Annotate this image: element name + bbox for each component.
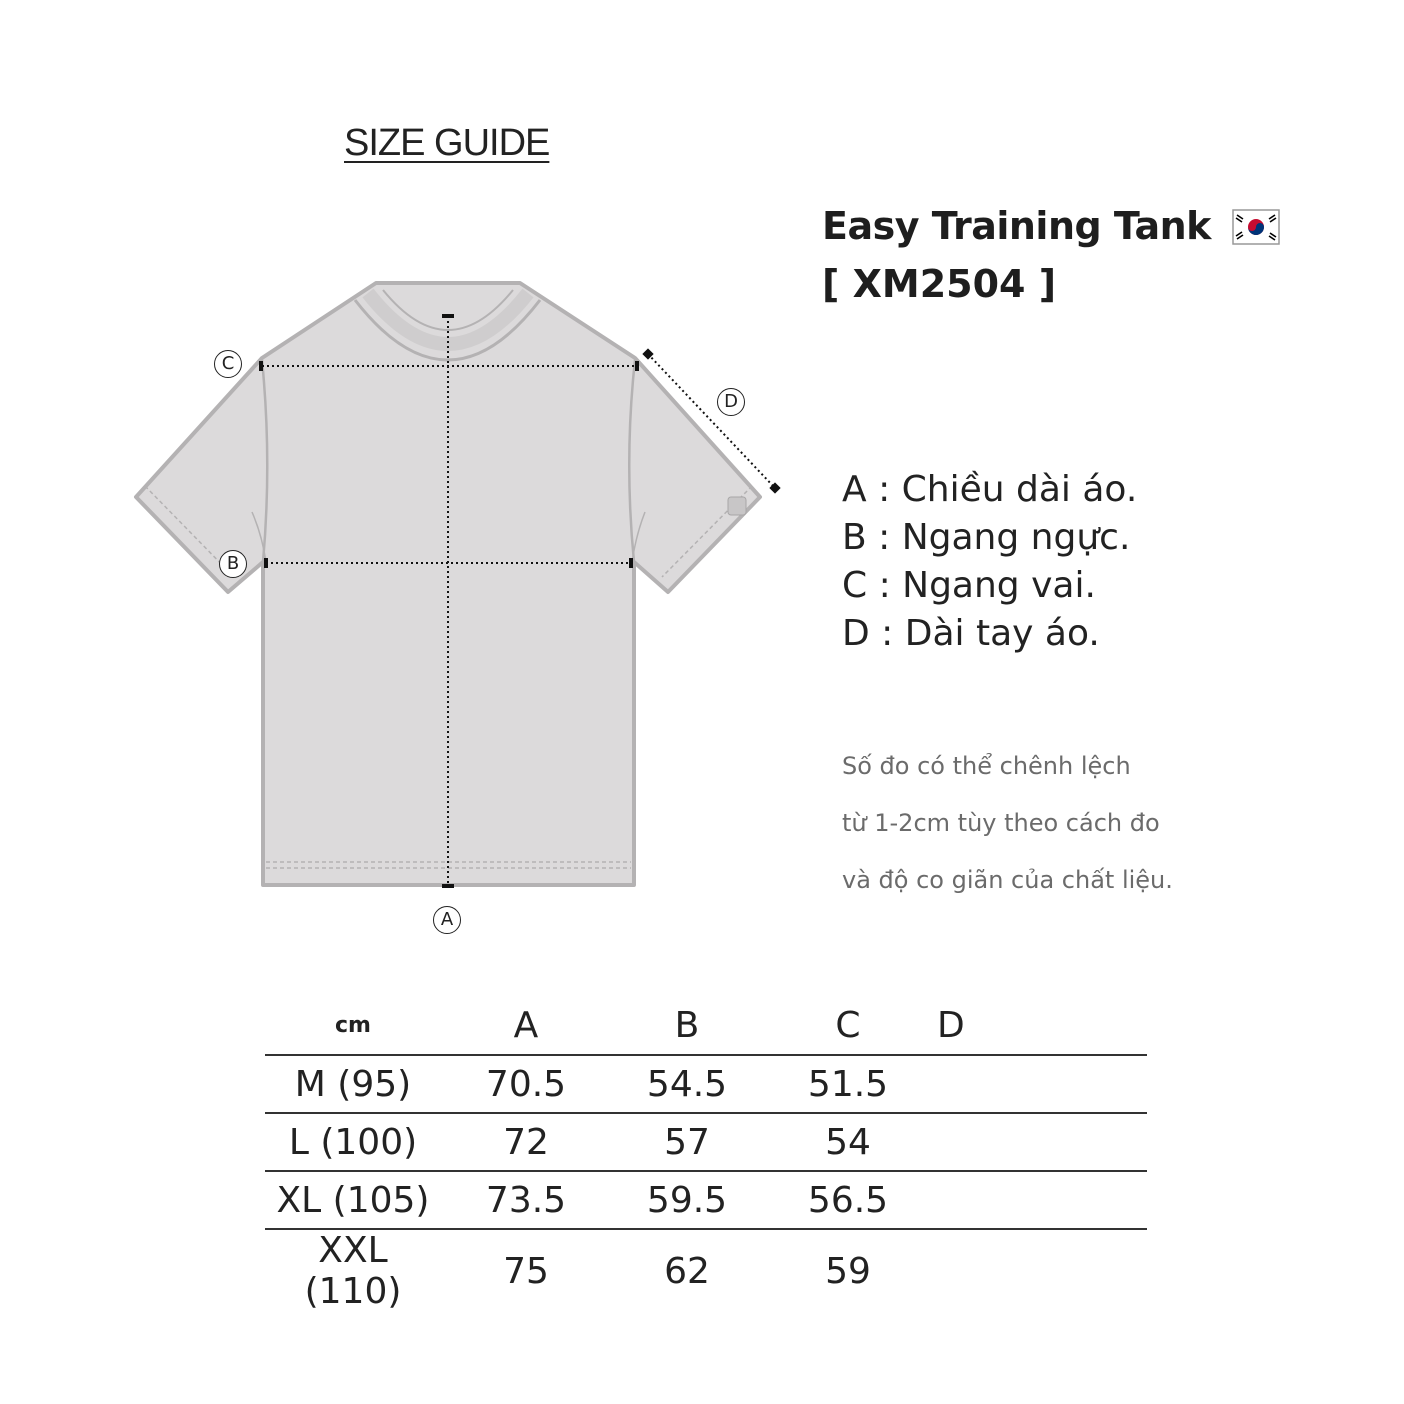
legend-item-d: D : Dài tay áo. [842, 613, 1100, 654]
size-label: XL (105) [265, 1171, 441, 1229]
table-row [265, 1171, 1147, 1229]
header-c: C [763, 996, 933, 1055]
cell-c: 54 [763, 1113, 933, 1171]
size-label: L (100) [265, 1113, 441, 1171]
header-a: A [441, 996, 611, 1055]
cell-c: 59 [825, 1250, 871, 1292]
header-d: D [933, 996, 1147, 1055]
cell-d [933, 1113, 1147, 1171]
header-unit: cm [265, 996, 441, 1055]
disclaimer-line: từ 1-2cm tùy theo cách đo [842, 809, 1160, 837]
measurement-disclaimer [842, 738, 1173, 909]
disclaimer-line: Số đo có thể chênh lệch [842, 752, 1131, 780]
table-header-row [265, 996, 1147, 1055]
cell-d [933, 1055, 1147, 1113]
cell-b: 54.5 [611, 1055, 763, 1113]
disclaimer-line: và độ co giãn của chất liệu. [842, 866, 1173, 894]
page-title: SIZE GUIDE [344, 122, 550, 164]
header-b: B [611, 996, 763, 1055]
cell-a: 70.5 [441, 1055, 611, 1113]
marker-a: A [433, 906, 461, 934]
size-label: XXL (110) [304, 1230, 402, 1312]
cell-c: 56.5 [763, 1171, 933, 1229]
cell-b: 59.5 [611, 1171, 763, 1229]
cell-d [933, 1229, 1147, 1312]
cell-b: 57 [611, 1113, 763, 1171]
cell-b: 62 [664, 1250, 710, 1292]
table-row [265, 1113, 1147, 1171]
cell-c: 51.5 [763, 1055, 933, 1113]
legend-item-a: A : Chiều dài áo. [842, 469, 1138, 510]
cell-a: 73.5 [441, 1171, 611, 1229]
table-row [265, 1229, 1147, 1312]
product-name-text: Easy Training Tank [822, 204, 1211, 248]
cell-a: 75 [503, 1250, 549, 1292]
product-code: [ XM2504 ] [822, 262, 1057, 306]
cell-d [933, 1171, 1147, 1229]
size-table [265, 996, 1147, 1312]
table-row [265, 1055, 1147, 1113]
size-label: M (95) [265, 1055, 441, 1113]
sleeve-tag [728, 497, 746, 515]
marker-c: C [214, 350, 242, 378]
legend-item-c: C : Ngang vai. [842, 565, 1096, 606]
measurement-legend [842, 466, 1137, 658]
legend-item-b: B : Ngang ngực. [842, 517, 1131, 558]
marker-d: D [717, 388, 745, 416]
cell-a: 72 [441, 1113, 611, 1171]
marker-b: B [219, 550, 247, 578]
